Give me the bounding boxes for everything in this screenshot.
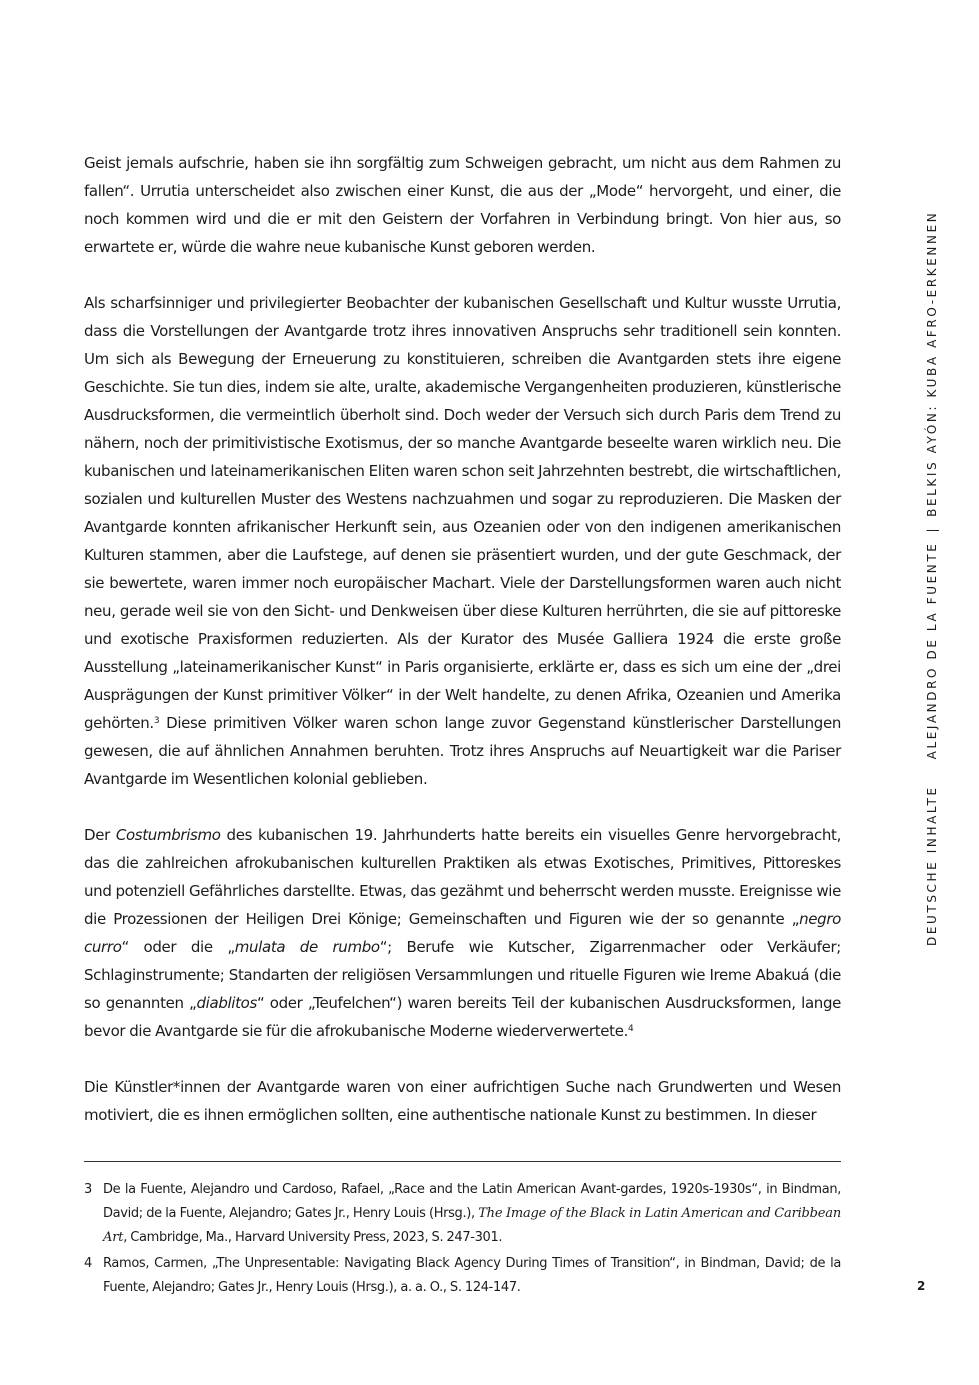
footnote-title: The Image of the Black in Latin American and Caribbean Art xyxy=(103,1206,841,1245)
italic-term: mulata de rumbo xyxy=(234,938,380,956)
author-name: ALEJANDRO DE LA FUENTE xyxy=(925,541,939,760)
main-text xyxy=(84,149,841,1157)
footnote-ref-4[interactable]: 4 xyxy=(628,1024,634,1034)
paragraph-1: Geist jemals aufschrie, haben sie ihn sorgfältig zum Schweigen gebracht, um nicht aus dem Rahmen zu fallen“. Urrutia unterscheidet also zwischen einer Kunst, die aus der „Mode“ hervorgeht, und einer, die noch kommen wird und die er mit den Geistern der Vorfahren in Verbindung bringt. Von hier aus, so erwartete er, würde die wahre neue kubanische Kunst geboren werden. xyxy=(84,154,841,256)
header-separator: | xyxy=(925,525,939,533)
footnote-4: 4 Ramos, Carmen, „The Unpresentable: Navigating Black Agency During Times of Transition“, in Bindman, David; de la Fuente, Alejandro; Gates Jr., Henry Louis (Hrsg.), a. a. O., S. 124-147. xyxy=(84,1252,841,1300)
italic-term: diablitos xyxy=(196,994,257,1012)
paragraph-2: Als scharfsinniger und privilegierter Beobachter der kubanischen Gesellschaft und Kultur wusste Urrutia, dass die Vorstellungen der Avantgarde trotz ihres innovativen Anspruchs sehr traditionell sein konnten. Um sich als Bewegung der Erneuerung zu konstituieren, schreiben die Avantgarden stets ihre eigene Geschichte. Sie tun dies, indem sie alte, uralte, akademische Vergangenheiten produzieren, künstlerische Ausdrucksformen, die vermeintlich überholt sind. Doch weder der Versuch sich durch Paris dem Trend zu nähern, noch der primitivistische Exotismus, der so manche Avantgarde beseelte waren wirklich neu. Die kubanischen und lateinamerikanischen Eliten waren schon seit Jahrzehnten bestrebt, die wirtschaftlichen, sozialen und kulturellen Muster des Westens nachzuahmen und sogar zu reproduzieren. Die Masken der Avantgarde konnten afrikanischer Herkunft sein, aus Ozeanien oder von den indigenen amerikanischen Kulturen stammen, aber die Laufstege, auf denen sie präsentiert wurden, und der gute Geschmack, der sie bewertete, waren immer noch europäischer Machart. Viele der Darstellungsformen waren auch nicht neu, gerade weil sie von den Sicht- und Denkweisen über diese Kulturen herrührten, die sie auf pittoreske und exotische Praxisformen reduzierten. Als der Kurator des Musée Galliera 1924 die erste große Ausstellung „lateinamerikanischer Kunst“ in Paris organisierte, erklärte er, dass es sich um eine der „drei Ausprägungen der Kunst primitiver Völker“ in der Welt handelte, zu denen Afrika, Ozeanien und Amerika gehörten.$^3$ Diese primitiven Völker waren schon lange zuvor Gegenstand künstlerischer Darstellungen gewesen, die auf ähnlichen Annahmen beruhten. Trotz ihres Anspruchs auf Neuartigkeit war die Pariser Avantgarde im Wesentlichen kolonial geblieben. xyxy=(84,294,841,788)
paragraph-4: Die Künstler*innen der Avantgarde waren von einer aufrichtigen Suche nach Grundwerten und Wesen motiviert, die es ihnen ermöglichen sollten, eine authentische nationale Kunst zu bestimmen. In dieser xyxy=(84,1078,841,1124)
italic-term: negro curro xyxy=(84,910,841,956)
footnote-3: 3 De la Fuente, Alejandro und Cardoso, Rafael, „Race and the Latin American Avant-gardes, 1920s-1930s“, in Bindman, David; de la Fuente, Alejandro; Gates Jr., Henry Louis (Hrsg.), The Image of the Black in Latin American and Caribbean Art, Cambridge, Ma., Harvard University Press, 2023, S. 247-301. xyxy=(84,1178,841,1250)
footnote-number: 4 xyxy=(84,1256,92,1271)
section-label: DEUTSCHE INHALTE xyxy=(925,785,939,946)
footnote-ref-3[interactable]: 3 xyxy=(153,716,160,726)
footnote-number: 3 xyxy=(84,1182,92,1197)
page-number: 2 xyxy=(917,1279,926,1293)
italic-term: Costumbrismo xyxy=(115,826,221,844)
paragraph-3: Der Costumbrismo des kubanischen 19. Jahrhunderts hatte bereits ein visuelles Genre hervorgebracht, das die zahlreichen afrokubanischen kulturellen Praktiken als etwas Exotisches, Primitives, Pittoreskes und potenziell Gefährliches darstellte. Etwas, das gezähmt und beherrscht werden musste. Ereignisse wie die Prozessionen der Heiligen Drei Könige; Gemeinschaften und Figuren wie der so genannte „negro curro“ oder die „mulata de rumbo“; Berufe wie Kutscher, Zigarrenmacher oder Verkäufer; Schlaginstrumente; Standarten der religiösen Versammlungen und rituelle Figuren wie Ireme Abakuá (die so genannten „diablitos“ oder „Teufelchen“) waren bereits Teil der kubanischen Ausdrucksformen, lange bevor die Avantgarde sie für die afrokubanische Moderne wiederverwertete.$^4$ xyxy=(84,826,842,1040)
footnote-divider xyxy=(84,1161,841,1162)
book-title: BELKIS AYÓN: KUBA AFRO-ERKENNEN xyxy=(925,210,939,517)
footnotes xyxy=(84,1178,841,1302)
